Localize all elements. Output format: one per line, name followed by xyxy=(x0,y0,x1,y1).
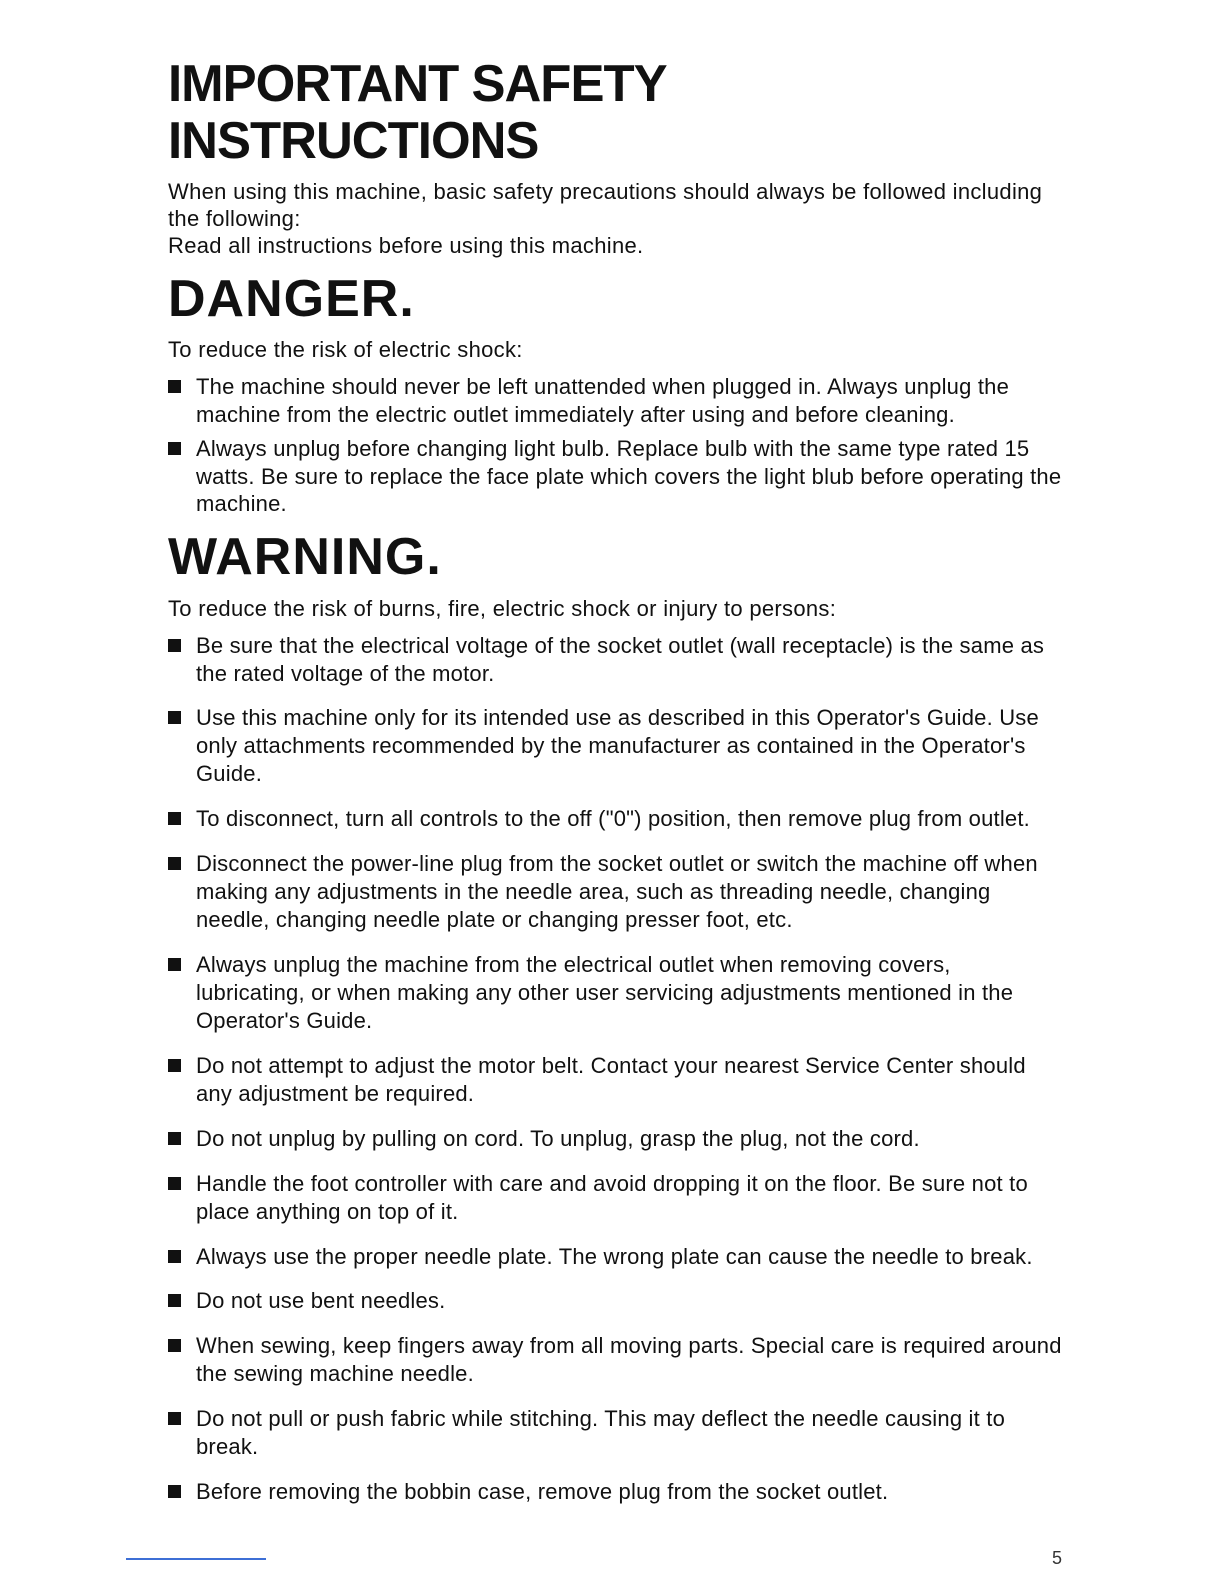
danger-section xyxy=(168,269,1063,519)
square-bullet-icon xyxy=(168,958,181,971)
danger-heading: DANGER. xyxy=(168,269,415,328)
square-bullet-icon xyxy=(168,380,181,393)
list-item-text: Do not unplug by pulling on cord. To unplug, grasp the plug, not the cord. xyxy=(196,1125,920,1151)
list-item-text: Always use the proper needle plate. The wrong plate can cause the needle to break. xyxy=(196,1243,1033,1269)
list-item-text: Do not attempt to adjust the motor belt. Contact your nearest Service Center should any adjustment be required. xyxy=(196,1052,1026,1106)
square-bullet-icon xyxy=(168,1339,181,1352)
danger-lead: To reduce the risk of electric shock: xyxy=(168,337,523,363)
square-bullet-icon xyxy=(168,1485,181,1498)
list-item-text: Do not use bent needles. xyxy=(196,1288,446,1314)
list-item xyxy=(168,373,1063,429)
list-item xyxy=(168,435,1063,519)
list-item xyxy=(168,1405,1063,1461)
square-bullet-icon xyxy=(168,639,181,652)
list-item-text: Do not pull or push fabric while stitching. This may deflect the needle causing it to break. xyxy=(196,1406,1006,1460)
warning-heading: WARNING. xyxy=(168,528,442,587)
list-item-text: Handle the foot controller with care and avoid dropping it on the floor. Be sure not to place anything on top of it. xyxy=(196,1170,1028,1224)
square-bullet-icon xyxy=(168,812,181,825)
document-page xyxy=(168,56,1063,1523)
square-bullet-icon xyxy=(168,1294,181,1307)
list-item-text: Disconnect the power-line plug from the socket outlet or switch the machine off when making any adjustments in the needle area, such as threading needle, changing needle, changing needle plate or changing presser foot, etc. xyxy=(196,851,1038,933)
page-title: IMPORTANT SAFETY INSTRUCTIONS xyxy=(168,55,666,171)
list-item-text: Be sure that the electrical voltage of the socket outlet (wall receptacle) is the same as the rated voltage of the motor. xyxy=(196,632,1045,686)
list-item xyxy=(168,1170,1063,1226)
list-item-text: Use this machine only for its intended use as described in this Operator's Guide. Use only attachments recommended by the manufacturer as contained in the Operator's Guide. xyxy=(196,705,1039,787)
square-bullet-icon xyxy=(168,1412,181,1425)
page-number: 5 xyxy=(1052,1548,1063,1568)
footer-divider xyxy=(126,1558,266,1560)
list-item xyxy=(168,1478,1063,1506)
square-bullet-icon xyxy=(168,857,181,870)
list-item xyxy=(168,704,1063,788)
intro-line: When using this machine, basic safety precautions should always be followed including the following: xyxy=(168,179,1043,232)
list-item xyxy=(168,1287,1063,1315)
danger-list xyxy=(168,373,1063,519)
list-item xyxy=(168,1332,1063,1388)
list-item-text: To disconnect, turn all controls to the off ("0") position, then remove plug from outlet. xyxy=(196,806,1030,832)
list-item xyxy=(168,1125,1063,1153)
list-item xyxy=(168,632,1063,688)
square-bullet-icon xyxy=(168,1059,181,1072)
square-bullet-icon xyxy=(168,1132,181,1145)
warning-lead: To reduce the risk of burns, fire, electric shock or injury to persons: xyxy=(168,595,837,621)
square-bullet-icon xyxy=(168,442,181,455)
warning-list xyxy=(168,632,1063,1507)
square-bullet-icon xyxy=(168,1250,181,1263)
list-item xyxy=(168,1243,1063,1271)
intro-block xyxy=(168,178,1063,259)
warning-section xyxy=(168,530,1063,1506)
list-item xyxy=(168,1052,1063,1108)
list-item xyxy=(168,805,1063,833)
list-item xyxy=(168,850,1063,934)
square-bullet-icon xyxy=(168,711,181,724)
square-bullet-icon xyxy=(168,1177,181,1190)
list-item-text: Always unplug before changing light bulb. Replace bulb with the same type rated 15 watts. Be sure to replace the face plate which covers the light blub before operating the machine. xyxy=(196,435,1062,517)
list-item-text: Before removing the bobbin case, remove plug from the socket outlet. xyxy=(196,1479,889,1505)
list-item-text: When sewing, keep fingers away from all moving parts. Special care is required around the sewing machine needle. xyxy=(196,1333,1062,1387)
intro-line: Read all instructions before using this machine. xyxy=(168,233,644,259)
list-item-text: Always unplug the machine from the electrical outlet when removing covers, lubricating, or when making any other user servicing adjustments mentioned in the Operator's Guide. xyxy=(196,952,1014,1033)
list-item-text: The machine should never be left unattended when plugged in. Always unplug the machine from the electric outlet immediately after using and before cleaning. xyxy=(196,373,1010,427)
list-item xyxy=(168,951,1063,1035)
